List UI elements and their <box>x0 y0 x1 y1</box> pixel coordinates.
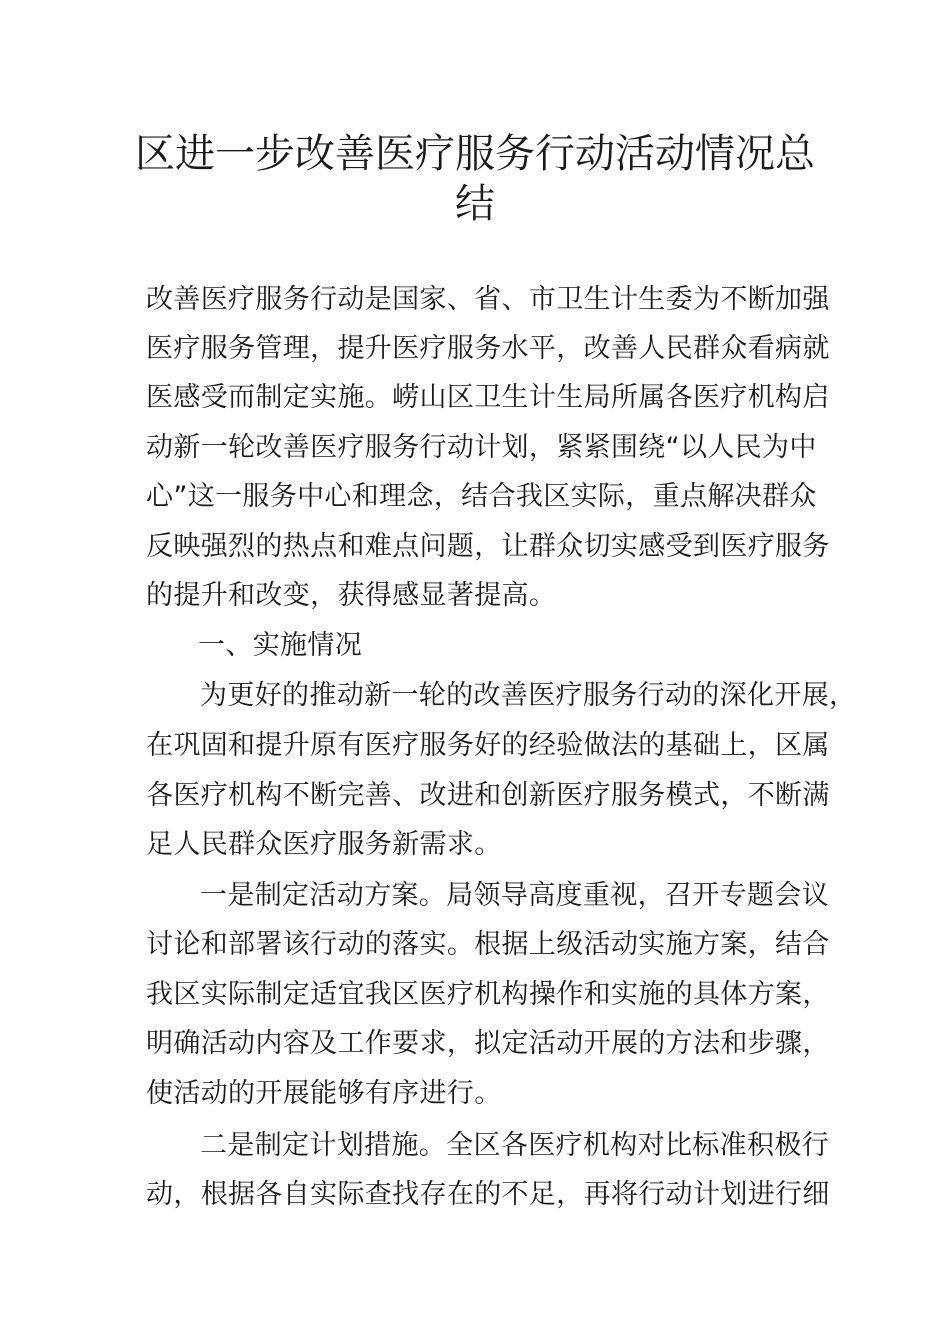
document-title-line-1: 区进一步改善医疗服务行动活动情况总 <box>135 131 815 177</box>
paragraph-1-line-1: 改善医疗服务行动是国家、省、市卫生计生委为不断加强 <box>146 284 830 315</box>
section-heading: 一、实施情况 <box>198 630 363 661</box>
paragraph-3-line-5: 使活动的开展能够有序进行。 <box>146 1078 502 1109</box>
document-title-line-2: 结 <box>455 181 495 227</box>
paragraph-1-line-7: 的提升和改变，获得感显著提高。 <box>146 580 557 611</box>
paragraph-3-line-4: 明确活动内容及工作要求，拟定活动开展的方法和步骤， <box>146 1028 830 1059</box>
paragraph-2-line-1: 为更好的推动新一轮的改善医疗服务行动的深化开展， <box>200 680 857 711</box>
paragraph-1-line-3: 医感受而制定实施。崂山区卫生计生局所属各医疗机构启 <box>146 382 830 413</box>
paragraph-4-line-2: 动，根据各自实际查找存在的不足，再将行动计划进行细 <box>146 1179 830 1210</box>
paragraph-4-line-1: 二是制定计划措施。全区各医疗机构对比标准积极行 <box>200 1130 830 1161</box>
paragraph-1-line-5: 心”这一服务中心和理念，结合我区实际，重点解决群众 <box>146 481 817 512</box>
paragraph-3-line-1: 一是制定活动方案。局领导高度重视，召开专题会议 <box>200 880 830 911</box>
paragraph-3-line-3: 我区实际制定适宜我区医疗机构操作和实施的具体方案， <box>146 979 830 1010</box>
paragraph-2-line-4: 足人民群众医疗服务新需求。 <box>146 829 502 860</box>
paragraph-1-line-6: 反映强烈的热点和难点问题，让群众切实感受到医疗服务 <box>146 531 830 562</box>
paragraph-2-line-2: 在巩固和提升原有医疗服务好的经验做法的基础上，区属 <box>146 730 830 761</box>
paragraph-1-line-2: 医疗服务管理，提升医疗服务水平，改善人民群众看病就 <box>146 333 830 364</box>
paragraph-3-line-2: 讨论和部署该行动的落实。根据上级活动实施方案，结合 <box>146 929 830 960</box>
paragraph-2-line-3: 各医疗机构不断完善、改进和创新医疗服务模式，不断满 <box>146 780 830 811</box>
paragraph-1-line-4: 动新一轮改善医疗服务行动计划，紧紧围绕“以人民为中 <box>146 432 817 463</box>
